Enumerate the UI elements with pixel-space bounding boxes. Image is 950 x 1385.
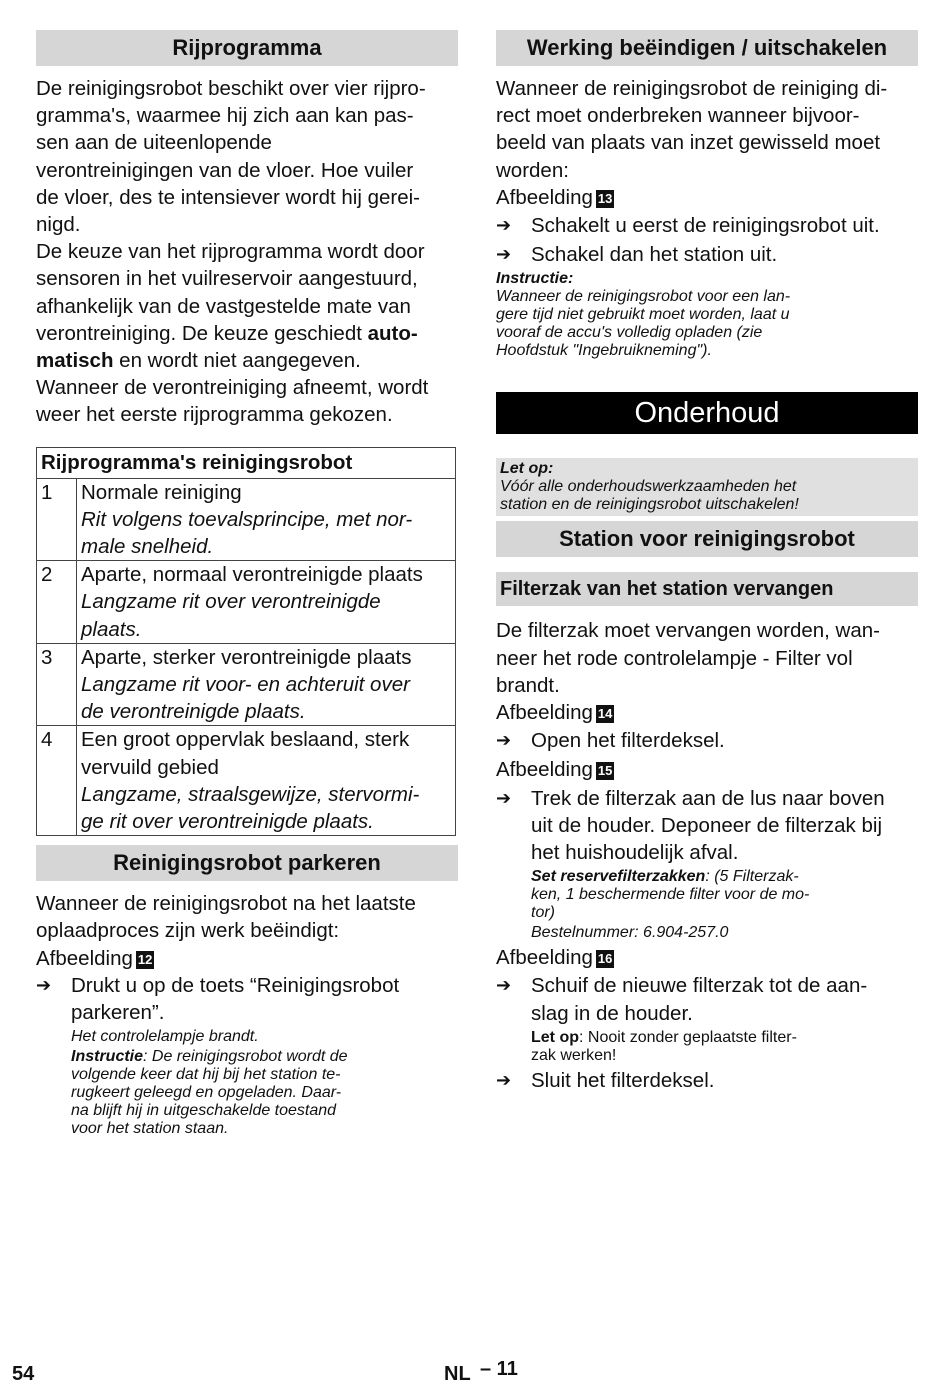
text-line: parkeren”. [71,1001,165,1025]
instruction-block [496,270,918,360]
step-item [496,727,918,754]
step-item [496,212,918,239]
text-line: sen aan de uiteenlopende [36,131,272,155]
text-line: tor) [531,904,555,922]
row-desc: Langzame, straalsgewijze, stervormi- [81,782,420,806]
arrow-right-icon: ➔ [496,730,512,751]
order-number: Bestelnummer: 6.904-257.0 [531,924,729,942]
warning-note [496,458,918,516]
figure-number-badge: 16 [597,951,613,967]
text-line [36,347,458,374]
text-line: vooraf de accu's volledig opladen (zie [496,324,763,342]
table-row [37,561,456,644]
row-text [77,561,456,644]
figure-number-badge: 15 [597,763,613,779]
figure-label: Afbeelding [496,185,593,209]
figure-ref [496,756,918,783]
figure-label: Afbeelding [496,758,593,782]
step-item [36,972,458,1026]
text-line: beeld van plaats van inzet gewisseld moet [496,131,881,155]
row-text [77,643,456,726]
figure-label: Afbeelding [36,946,133,970]
bold-span: matisch [36,349,114,373]
section-page-number: – 11 [480,1358,518,1380]
arrow-right-icon: ➔ [496,1069,512,1090]
text-line: Wanneer de reinigingsrobot de reiniging di- [496,77,888,100]
arrow-right-icon: ➔ [496,215,512,236]
text-line: station en de reinigingsrobot uitschakelen! [500,496,799,514]
right-column [496,30,918,1094]
row-number: 4 [37,726,77,836]
figure-number-badge: 12 [137,951,153,967]
text-line: Schuif de nieuwe filterzak tot de aan- [531,974,868,998]
text-span: : (5 Filterzak- [705,868,799,886]
step-text: Schakelt u eerst de reinigingsrobot uit. [531,214,880,238]
text-line: slag in de houder. [531,1001,693,1025]
step-text [531,785,885,867]
text-line: Wanneer de reinigingsrobot na het laatste [36,892,416,916]
step-item [496,241,918,268]
figure-number-badge: 13 [597,190,613,206]
left-column [36,30,458,1138]
figure-label: Afbeelding [496,701,593,725]
text-line: rugkeert geleegd en opgeladen. Daar- [71,1084,342,1102]
caution-block [496,1029,918,1065]
text-line: weer het eerste rijprogramma gekozen. [36,403,393,427]
text-line: gere tijd niet gebruikt moet worden, laat u [496,306,790,324]
figure-number-badge: 14 [597,706,613,722]
arrow-right-icon: ➔ [496,244,512,265]
text-span: verontreiniging. De keuze geschiedt [36,321,368,345]
row-text [77,478,456,561]
filterzak-text [496,617,918,1094]
step-text: Schakel dan het station uit. [531,243,778,267]
row-desc: Langzame rit over verontreinigde [81,590,381,614]
caution-label: Let op [531,1028,579,1046]
spare-parts-block [496,868,918,922]
text-line: ken, 1 beschermende filter voor de mo- [531,886,810,904]
row-desc: ge rit over verontreinigde plaats. [81,810,374,834]
row-title: Aparte, sterker verontreinigde plaats [81,645,412,669]
text-line: gramma's, waarmee hij zich aan kan pas- [36,104,414,128]
rijprogramma-text [36,75,458,429]
text-line [36,320,458,347]
page-number: 54 [12,1363,35,1385]
text-line: volgende keer dat hij bij het station te- [71,1066,341,1084]
arrow-right-icon: ➔ [496,787,512,808]
text-line: De reinigingsrobot beschikt over vier rijpro- [36,77,426,100]
figure-ref [496,184,918,211]
step-item [496,1067,918,1094]
text-line: Hoofdstuk "Ingebruikneming"). [496,342,712,360]
figure-ref [36,945,458,972]
text-line: nigd. [36,213,81,237]
row-number: 3 [37,643,77,726]
section-title-station: Station voor reinigingsrobot [496,521,918,557]
text-line: de vloer, des te intensiever wordt hij gerei- [36,185,421,209]
step-item [496,785,918,867]
step-result: Het controlelampje brandt. [71,1028,259,1046]
chapter-title-onderhoud: Onderhoud [496,392,918,434]
text-line: uit de houder. Deponeer de filterzak bij [531,813,883,837]
table-row [37,643,456,726]
text-line: voor het station staan. [71,1120,229,1138]
table-row [37,478,456,561]
row-title: vervuild gebied [81,755,219,779]
programs-table [36,447,456,837]
step-text [71,972,399,1026]
bold-span: auto- [367,321,418,345]
text-line: afhankelijk van de vastgestelde mate van [36,294,411,318]
text-line: het huishoudelijk afval. [531,841,739,865]
text-line: rect moet onderbreken wanneer bijvoor- [496,104,860,128]
text-line: De filterzak moet vervangen worden, wan- [496,619,880,643]
text-line: Drukt u op de toets “Reinigingsrobot [71,973,400,997]
text-span: : Nooit zonder geplaatste filter- [579,1028,797,1046]
text-line: Wanneer de verontreiniging afneemt, wordt [36,376,429,400]
row-title: Aparte, normaal verontreinigde plaats [81,563,423,587]
row-desc: plaats. [81,617,142,641]
row-number: 1 [37,478,77,561]
step-text: Sluit het filterdeksel. [531,1068,715,1092]
text-line: worden: [496,158,569,182]
note-label: Let op: [500,460,554,478]
instruction-label: Instructie: [496,270,574,288]
text-line: Wanneer de reinigingsrobot voor een lan- [496,288,791,306]
text-line: Vóór alle onderhoudswerkzaamheden het [500,478,797,496]
row-title: Normale reiniging [81,480,242,504]
section-title-werking-beeindigen: Werking beëindigen / uitschakelen [496,30,918,66]
table-row [37,726,456,836]
instruction-block [36,1048,458,1138]
row-desc: Langzame rit voor- en achteruit over [81,673,410,697]
section-title-rijprogramma: Rijprogramma [36,30,458,66]
subsection-title-filterzak: Filterzak van het station vervangen [496,572,918,606]
text-span: en wordt niet aangegeven. [113,349,361,373]
figure-ref [496,944,918,971]
instruction-label: Instructie [71,1048,144,1066]
figure-ref [496,699,918,726]
text-line: verontreinigingen van de vloer. Hoe vuiler [36,158,414,182]
table-header: Rijprogramma's reinigingsrobot [37,447,456,478]
text-span: : De reinigingsrobot wordt de [143,1048,348,1066]
step-text: Open het filterdeksel. [531,729,725,753]
row-desc: male snelheid. [81,535,214,559]
step-item [496,972,918,1026]
text-line: sensoren in het vuilreservoir aangestuurd, [36,267,418,291]
step-text [531,972,867,1026]
text-line: zak werken! [531,1046,617,1064]
arrow-right-icon: ➔ [36,974,52,995]
language-code: NL [444,1363,471,1385]
text-line: Trek de filterzak aan de lus naar boven [531,786,885,810]
row-number: 2 [37,561,77,644]
text-line: na blijft hij in uitgeschakelde toestand [71,1102,337,1120]
text-line: De keuze van het rijprogramma wordt door [36,240,425,264]
row-desc: de verontreinigde plaats. [81,700,306,724]
figure-label: Afbeelding [496,946,593,970]
spare-parts-label: Set reservefilterzakken [531,868,706,886]
werking-text [496,75,918,360]
arrow-right-icon: ➔ [496,975,512,996]
text-line: neer het rode controlelampje - Filter vol [496,646,853,670]
parkeren-text [36,890,458,1138]
section-title-parkeren: Reinigingsrobot parkeren [36,845,458,881]
row-text [77,726,456,836]
row-desc: Rit volgens toevalsprincipe, met nor- [81,507,413,531]
row-title: Een groot oppervlak beslaand, sterk [81,728,410,752]
text-line: oplaadproces zijn werk beëindigt: [36,919,340,943]
text-line: brandt. [496,673,560,697]
